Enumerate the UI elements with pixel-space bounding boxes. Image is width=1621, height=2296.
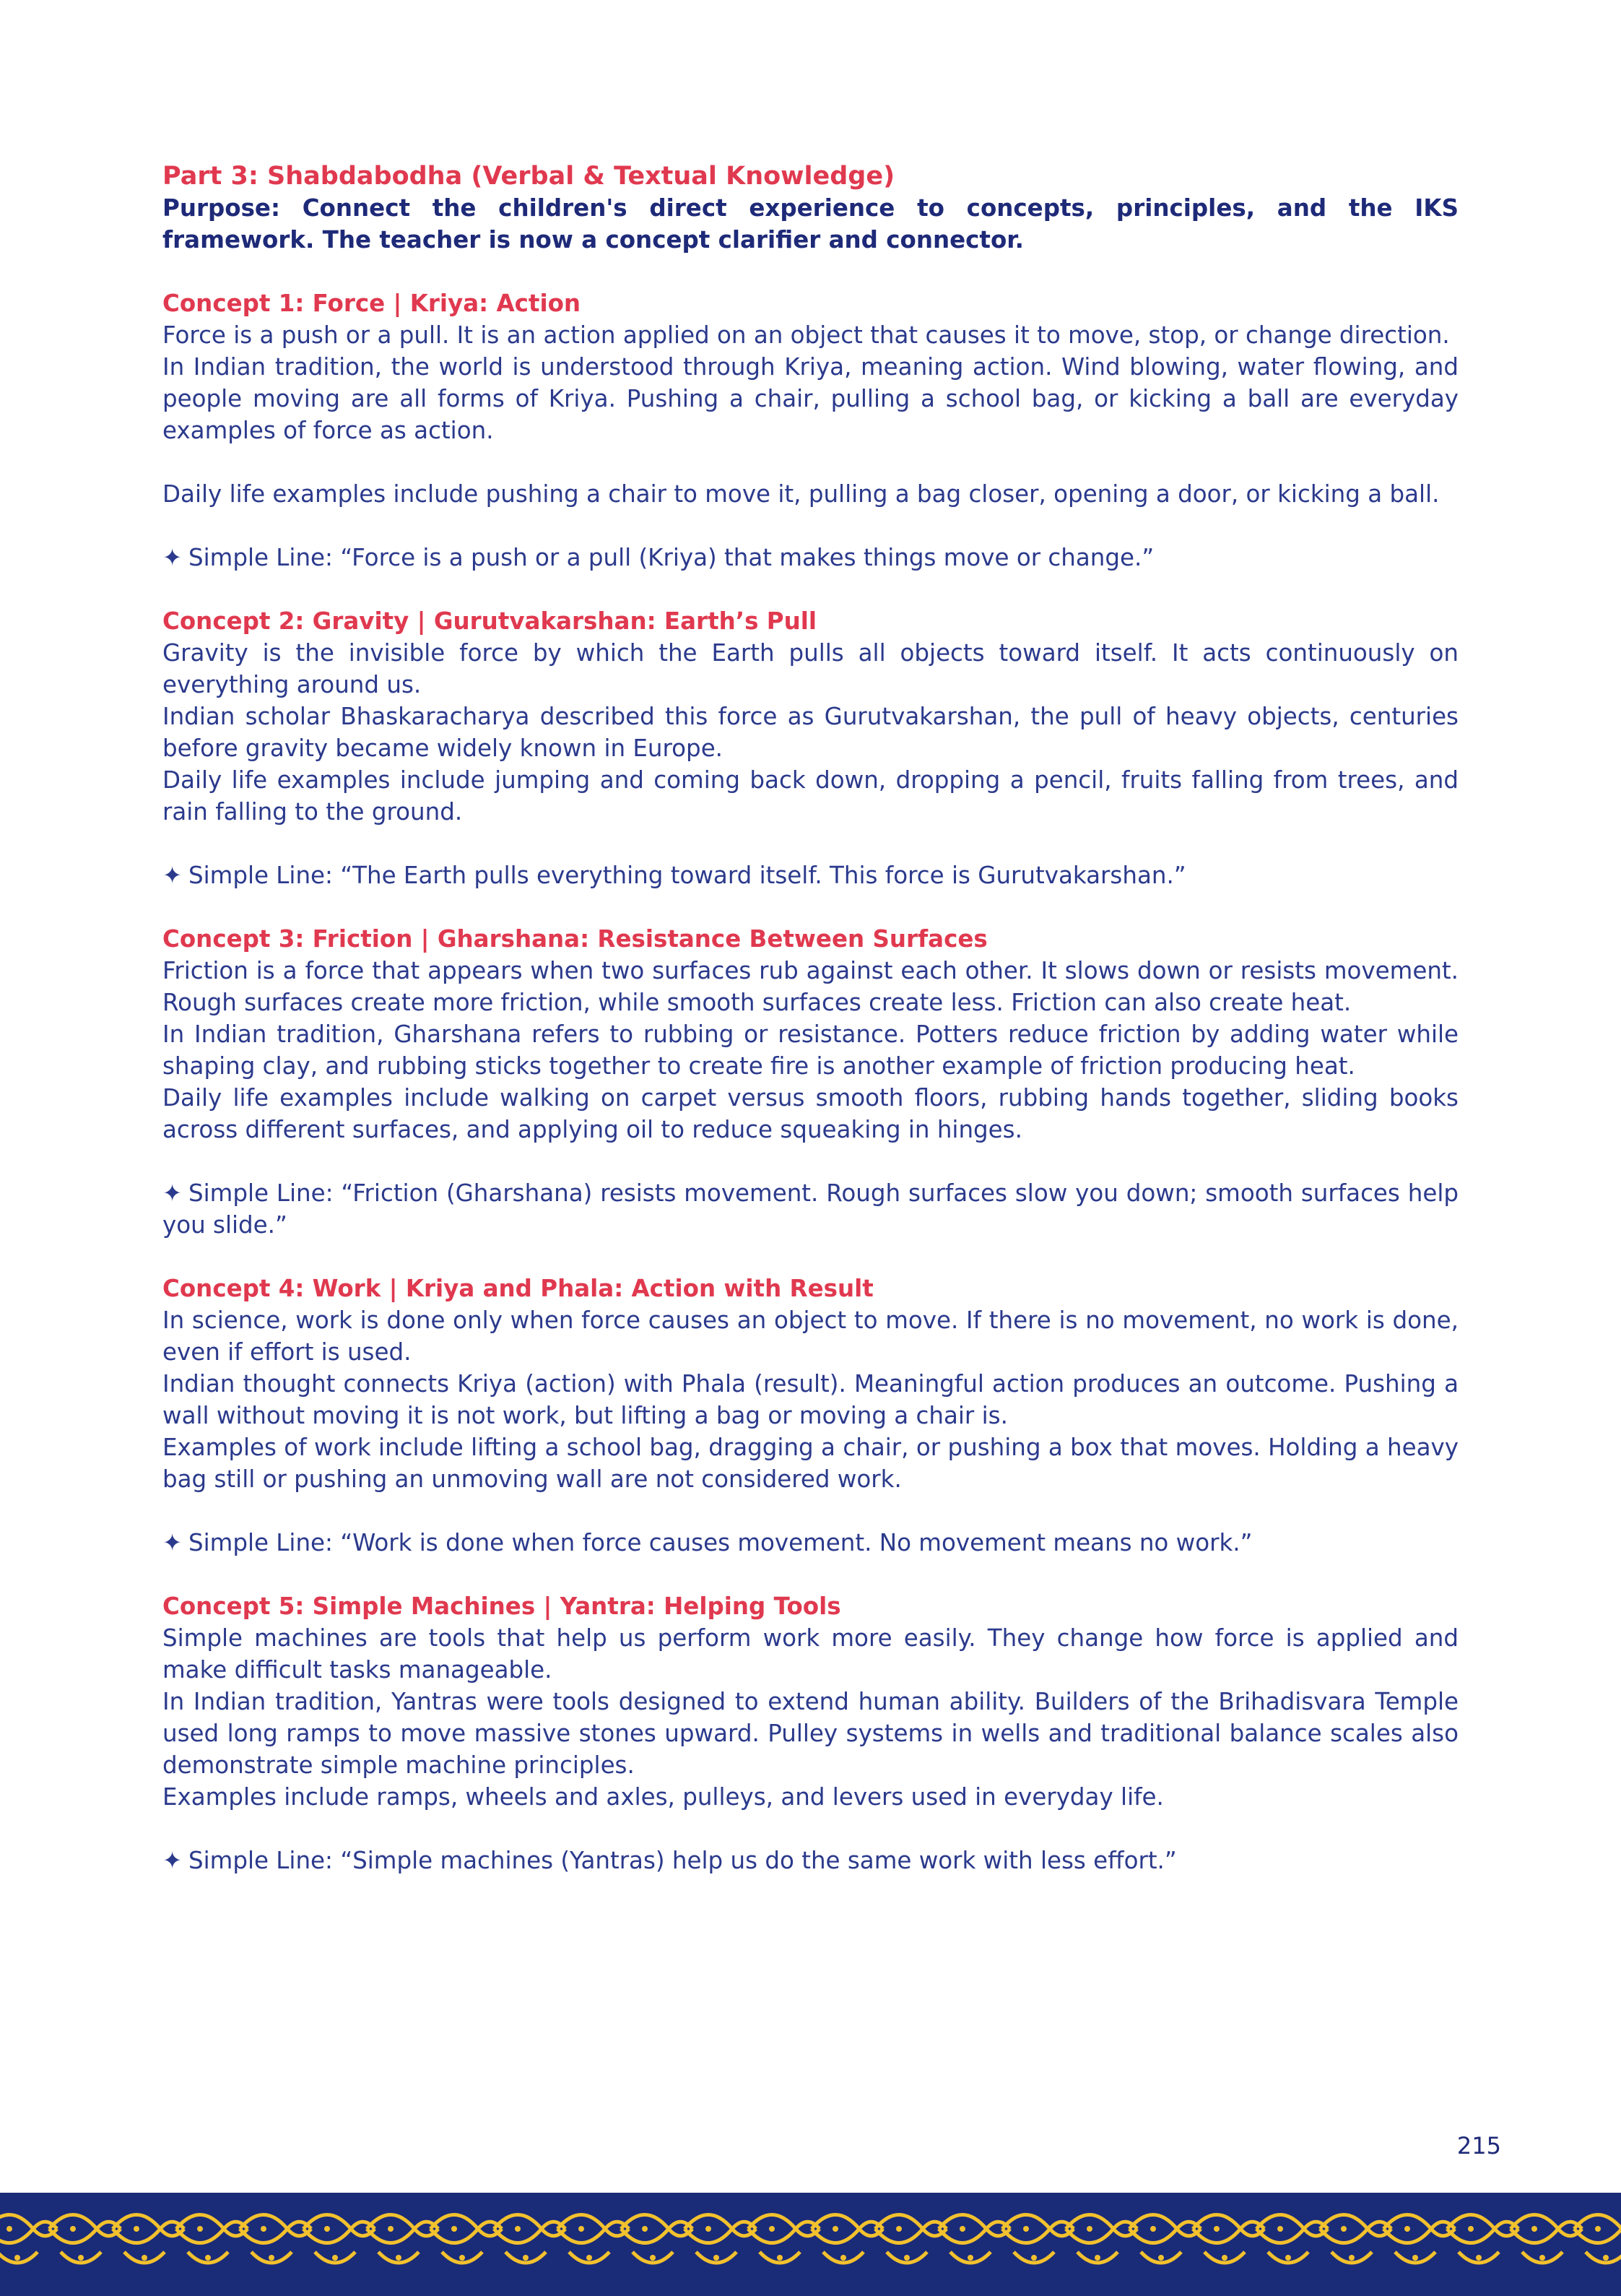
concept-paragraph: In Indian tradition, Gharshana refers to rubbing or resistance. Potters reduce friction by adding water while shaping clay, and rubbing sticks together to create fire is another example of friction producing heat. — [162, 1021, 1459, 1080]
pattern-motif — [0, 2215, 57, 2263]
spacer — [162, 1145, 1459, 1177]
concept-paragraph: Daily life examples include walking on carpet versus smooth floors, rubbing hands together, sliding books across different surfaces, and applying oil to reduce squeaking in hinges. — [162, 1084, 1459, 1143]
pattern-motif — [1447, 2215, 1518, 2263]
spacer — [162, 1559, 1459, 1590]
concept-paragraph: Daily life examples include jumping and coming back down, dropping a pencil, fruits falling from trees, and rain falling to the ground. — [162, 766, 1459, 826]
concept-paragraph: Examples of work include lifting a school bag, dragging a chair, or pushing a box that moves. Holding a heavy bag still or pushing an unmoving wall are not considered work. — [162, 1434, 1459, 1493]
simple-line — [162, 542, 1459, 573]
star-icon: ✦ — [162, 544, 183, 571]
pattern-motif — [557, 2215, 629, 2263]
concept-paragraph: Indian scholar Bhaskaracharya described this force as Gurutvakarshan, the pull of heavy objects, centuries before gravity became widely known in Europe. — [162, 703, 1459, 762]
star-icon: ✦ — [162, 1529, 183, 1556]
simple-line-text: Simple Line: “The Earth pulls everything toward itself. This force is Gurutvakarshan.” — [188, 862, 1186, 889]
pattern-motif — [49, 2215, 121, 2263]
spacer — [162, 828, 1459, 859]
spacer — [162, 573, 1459, 605]
concept-paragraph: In Indian tradition, the world is understood through Kriya, meaning action. Wind blowing, water flowing, and people moving are all forms of Kriya. Pushing a chair, pulling a school bag, or kicking a ball are everyday examples of force as action. — [162, 353, 1459, 444]
spacer — [162, 891, 1459, 923]
concept-title: Concept 1: Force | Kriya: Action — [162, 290, 581, 317]
pattern-motif — [1511, 2215, 1582, 2263]
pattern-motif — [812, 2215, 883, 2263]
pattern-motif — [494, 2215, 565, 2263]
footer-border — [0, 2193, 1621, 2296]
star-icon: ✦ — [162, 1179, 183, 1207]
pattern-motif — [1002, 2215, 1074, 2263]
concept-5 — [162, 1590, 1459, 1876]
page-number: 215 — [1456, 2132, 1501, 2159]
pattern-motif — [176, 2215, 248, 2263]
spacer — [162, 446, 1459, 478]
concept-2 — [162, 605, 1459, 891]
pattern-motif — [303, 2215, 375, 2263]
spacer — [162, 510, 1459, 542]
pattern-motif — [1129, 2215, 1201, 2263]
simple-line-text: Simple Line: “Work is done when force causes movement. No movement means no work.” — [188, 1529, 1253, 1556]
pattern-motif — [1256, 2215, 1328, 2263]
pattern-motif — [1193, 2215, 1264, 2263]
pattern-motif — [875, 2215, 947, 2263]
pattern-motif — [748, 2215, 820, 2263]
simple-line — [162, 1845, 1459, 1876]
pattern-motif — [1574, 2215, 1621, 2263]
pattern-motif — [1320, 2215, 1391, 2263]
concept-3 — [162, 923, 1459, 1241]
simple-line-text: Simple Line: “Force is a push or a pull (Kriya) that makes things move or change.” — [188, 544, 1155, 571]
concept-paragraph: Daily life examples include pushing a chair to move it, pulling a bag closer, opening a door, or kicking a ball. — [162, 480, 1440, 508]
concept-paragraph: In Indian tradition, Yantras were tools designed to extend human ability. Builders of the Brihadisvara Temple used long ramps to move massive stones upward. Pulley systems in wells and traditional balance scales also demonstrate simple machine principles. — [162, 1688, 1459, 1779]
simple-line — [162, 1527, 1459, 1559]
pattern-motif — [685, 2215, 756, 2263]
concept-4 — [162, 1273, 1459, 1559]
concept-paragraph: Examples include ramps, wheels and axles, pulleys, and levers used in everyday life. — [162, 1783, 1164, 1811]
star-icon: ✦ — [162, 1847, 183, 1874]
concept-title: Concept 5: Simple Machines | Yantra: Helping Tools — [162, 1593, 841, 1620]
pattern-motif — [1066, 2215, 1137, 2263]
spacer — [162, 1495, 1459, 1527]
concept-paragraph: Indian thought connects Kriya (action) with Phala (result). Meaningful action produces an outcome. Pushing a wall without moving it is not work, but lifting a bag or moving a chair is. — [162, 1370, 1459, 1429]
spacer — [162, 1241, 1459, 1273]
simple-line-text: Simple Line: “Simple machines (Yantras) help us do the same work with less effort.” — [188, 1847, 1177, 1874]
pattern-motif — [113, 2215, 184, 2263]
pattern-motif — [1383, 2215, 1455, 2263]
spacer — [162, 256, 1459, 287]
page-content — [162, 160, 1459, 1876]
concept-paragraph: In science, work is done only when force causes an object to move. If there is no movement, no work is done, even if effort is used. — [162, 1307, 1459, 1366]
pattern-motif — [621, 2215, 692, 2263]
concept-paragraph: Friction is a force that appears when two surfaces rub against each other. It slows down or resists movement. Rough surfaces create more friction, while smooth surfaces create less. Friction can also create heat. — [162, 957, 1459, 1016]
simple-line — [162, 859, 1459, 891]
pattern-motif — [939, 2215, 1010, 2263]
concept-paragraph: Simple machines are tools that help us perform work more easily. They change how force is applied and make difficult tasks manageable. — [162, 1624, 1459, 1684]
simple-line-text: Simple Line: “Friction (Gharshana) resists movement. Rough surfaces slow you down; smooth surfaces help you slide.” — [162, 1179, 1459, 1239]
pattern-motif — [367, 2215, 438, 2263]
star-icon: ✦ — [162, 862, 183, 889]
part-title: Part 3: Shabdabodha (Verbal & Textual Knowledge) — [162, 162, 895, 191]
concept-1 — [162, 287, 1459, 573]
pattern-motif — [430, 2215, 502, 2263]
purpose-statement: Purpose: Connect the children's direct experience to concepts, principles, and the IKS framework. The teacher is now a concept clarifier and connector. — [162, 194, 1459, 254]
concept-title: Concept 2: Gravity | Gurutvakarshan: Earth’s Pull — [162, 607, 817, 635]
simple-line — [162, 1177, 1459, 1241]
pattern-motif — [240, 2215, 311, 2263]
spacer — [162, 1813, 1459, 1845]
concept-title: Concept 4: Work | Kriya and Phala: Action with Result — [162, 1275, 874, 1302]
concept-paragraph: Gravity is the invisible force by which the Earth pulls all objects toward itself. It acts continuously on everything around us. — [162, 639, 1459, 698]
concept-title: Concept 3: Friction | Gharshana: Resistance Between Surfaces — [162, 925, 988, 953]
interlocking-lamp-border-pattern-icon — [0, 2193, 1621, 2296]
concept-paragraph: Force is a push or a pull. It is an action applied on an object that causes it to move, stop, or change direction. — [162, 321, 1450, 349]
